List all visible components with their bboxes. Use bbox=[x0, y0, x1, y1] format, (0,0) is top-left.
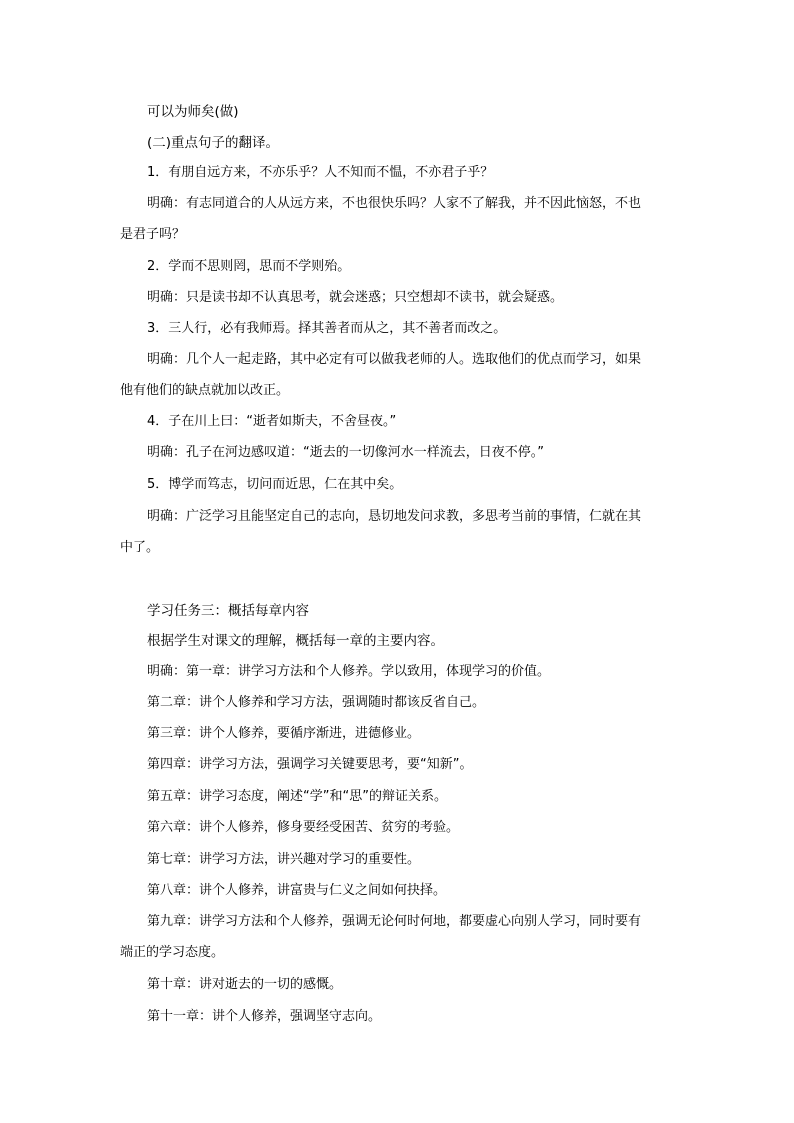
answer-4: 明确：孔子在河边感叹道：“逝去的一切像河水一样流去，日夜不停。” bbox=[147, 445, 544, 460]
chapter-summary: 第六章：讲个人修养，修身要经受困苦、贫穷的考验。 bbox=[147, 820, 460, 835]
answer-1: 明确：有志同道合的人从远方来，不也很快乐吗？人家不了解我，并不因此恼怒，不也 bbox=[147, 196, 642, 211]
answer-3-cont: 他有他们的缺点就加以改正。 bbox=[120, 383, 290, 398]
answer-5-cont: 中了。 bbox=[120, 540, 160, 555]
chapter-summary: 第八章：讲个人修养，讲富贵与仁义之间如何抉择。 bbox=[147, 883, 447, 898]
chapter-summary: 第十章：讲对逝去的一切的感慨。 bbox=[147, 977, 343, 992]
chapter-summary: 第二章：讲个人修养和学习方法，强调随时都该反省自己。 bbox=[147, 695, 486, 710]
text-line: 可以为师矣(做) bbox=[147, 104, 239, 120]
task-heading: 学习任务三：概括每章内容 bbox=[147, 603, 309, 619]
sentence-5: 5．博学而笃志，切问而近思，仁在其中矣。 bbox=[147, 477, 403, 492]
chapter-summary: 第三章：讲个人修养，要循序渐进，进德修业。 bbox=[147, 726, 421, 741]
chapter-summary: 第十一章：讲个人修养，强调坚守志向。 bbox=[147, 1009, 382, 1024]
chapter-summary: 第九章：讲学习方法和个人修养，强调无论何时何地，都要虚心向别人学习，同时要有 bbox=[147, 914, 642, 929]
chapter-summary-cont: 端正的学习态度。 bbox=[120, 945, 225, 960]
chapter-summary: 第四章：讲学习方法，强调学习关键要思考，要“知新”。 bbox=[147, 757, 473, 772]
sentence-4: 4．子在川上曰：“逝者如斯夫，不舍昼夜。” bbox=[147, 414, 397, 429]
answer-1-cont: 是君子吗？ bbox=[120, 227, 186, 242]
chapter-summary: 明确：第一章：讲学习方法和个人修养。学以致用，体现学习的价值。 bbox=[147, 664, 551, 679]
chapter-summary: 第七章：讲学习方法，讲兴趣对学习的重要性。 bbox=[147, 852, 421, 867]
chapter-summary: 第五章：讲学习态度，阐述“学”和“思”的辩证关系。 bbox=[147, 789, 447, 804]
sentence-3: 3．三人行，必有我师焉。择其善者而从之，其不善者而改之。 bbox=[147, 321, 507, 336]
answer-2: 明确：只是读书却不认真思考，就会迷惑；只空想却不读书，就会疑惑。 bbox=[147, 290, 564, 305]
sentence-2: 2．学而不思则罔，思而不学则殆。 bbox=[147, 259, 351, 274]
answer-3: 明确：几个人一起走路，其中必定有可以做我老师的人。选取他们的优点而学习，如果 bbox=[147, 352, 642, 367]
answer-5: 明确：广泛学习且能坚定自己的志向，恳切地发问求教，多思考当前的事情，仁就在其 bbox=[147, 509, 642, 524]
sentence-1: 1．有朋自远方来，不亦乐乎？人不知而不愠，不亦君子乎？ bbox=[147, 165, 494, 180]
task-instruction: 根据学生对课文的理解，概括每一章的主要内容。 bbox=[147, 633, 444, 649]
section-heading: (二)重点句子的翻译。 bbox=[147, 135, 280, 151]
